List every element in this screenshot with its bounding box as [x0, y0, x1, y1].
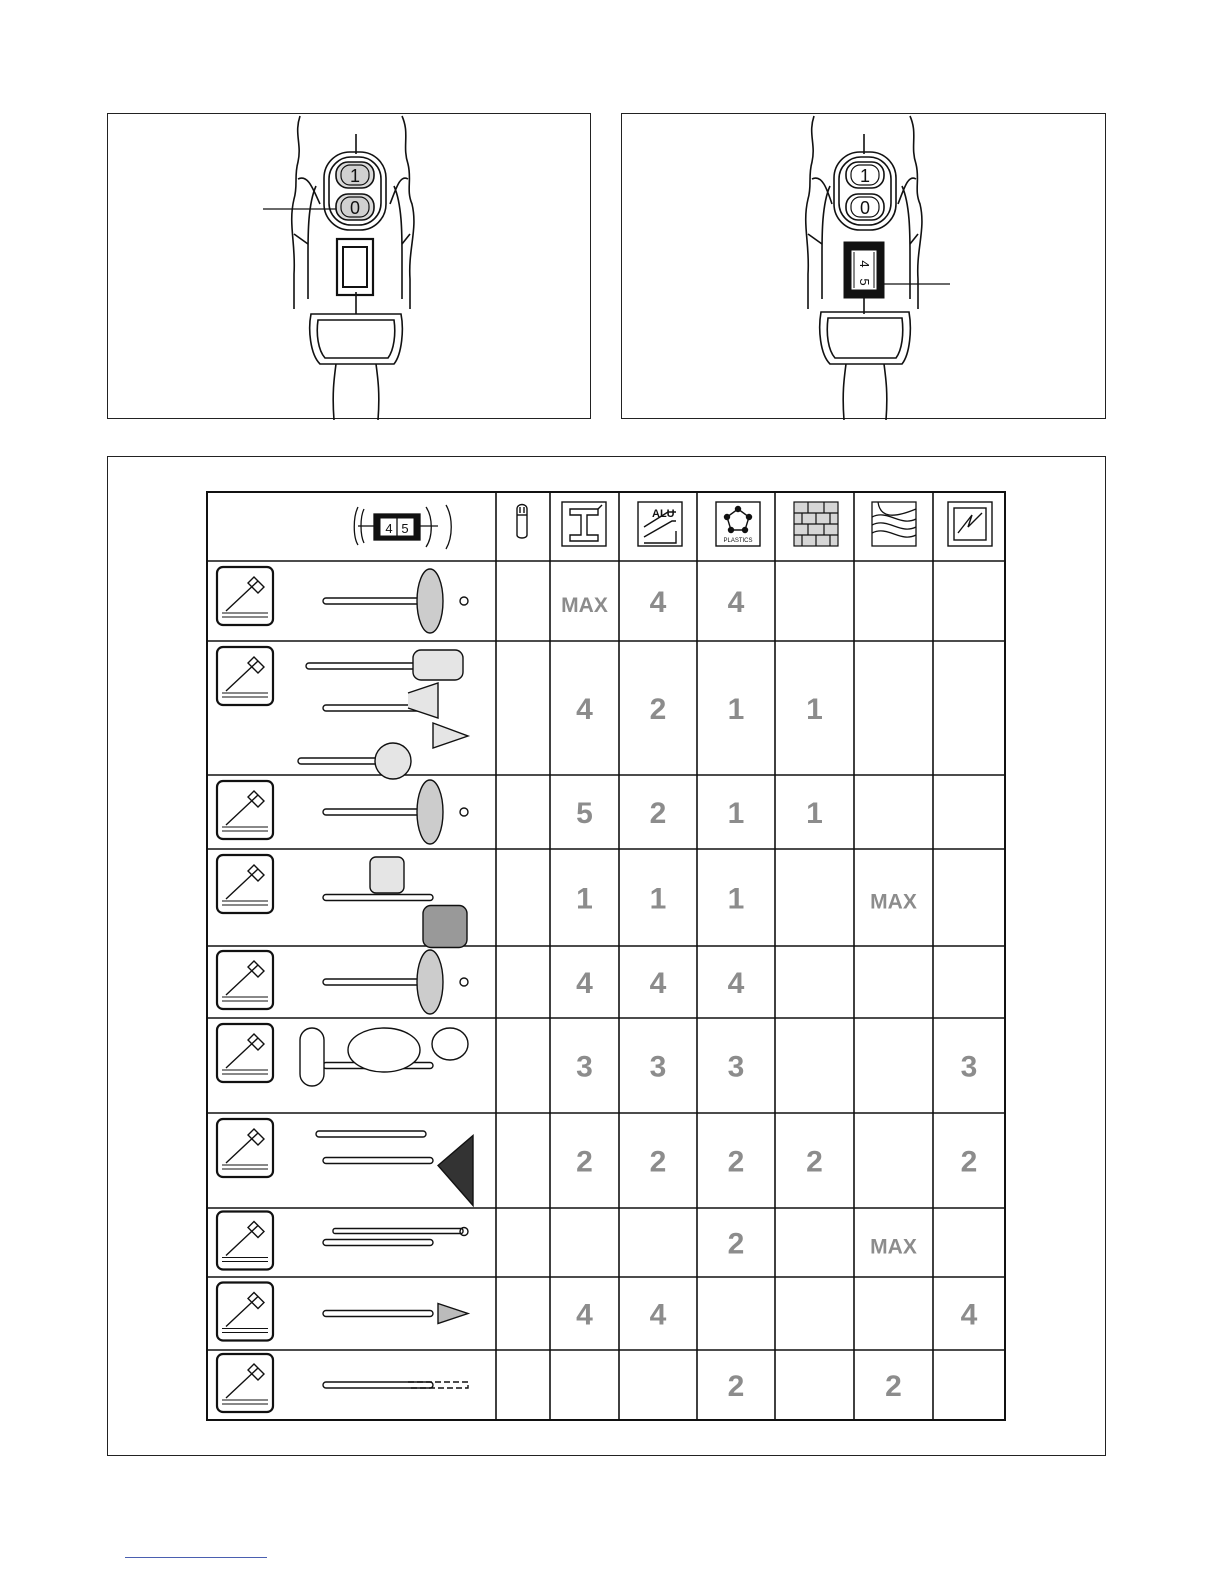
- header-speed-high: 5: [401, 521, 409, 536]
- accessory-illustrations: [217, 567, 473, 1412]
- application-icon-engraving-cone: [217, 1283, 273, 1341]
- speed-value-cell: 4: [727, 967, 745, 1000]
- figure-switch: [107, 113, 591, 419]
- speed-value-cell: 4: [727, 586, 745, 619]
- speed-value-cell: 2: [727, 1370, 745, 1403]
- glass-icon: [948, 502, 992, 546]
- application-icon-polishing: [217, 1024, 273, 1082]
- speed-table: [108, 457, 1107, 1457]
- accessory-grinding: [298, 650, 468, 779]
- speed-value-cell: 4: [960, 1298, 978, 1332]
- application-icon-cutting: [217, 567, 273, 625]
- speed-value-cell: 4: [649, 586, 667, 619]
- speed-low-label: 4: [857, 260, 872, 268]
- speed-value-cell: 2: [649, 797, 667, 830]
- speed-value-cell: 4: [576, 1298, 593, 1332]
- accessory-engraving: [323, 1228, 468, 1246]
- application-icon-cleaning: [217, 781, 273, 839]
- accessory-polishing: [300, 1028, 468, 1086]
- application-icon-sanding: [217, 855, 273, 913]
- speed-value-cell: 3: [960, 1050, 978, 1084]
- speed-value-cell: 2: [649, 1145, 667, 1179]
- speed-value-cell: 1: [727, 693, 745, 726]
- application-icon-drilling: [217, 1354, 273, 1412]
- speed-value-cell: 2: [649, 693, 667, 726]
- speed-value-cell: 4: [649, 1298, 667, 1332]
- speed-value-cell: 2: [576, 1145, 593, 1179]
- application-icon-grinding: [217, 647, 273, 705]
- speed-value-cell: 4: [576, 967, 593, 1000]
- collet-icon: [517, 505, 527, 539]
- aluminium-label: ALU: [652, 508, 675, 520]
- brick-icon: [794, 502, 838, 546]
- speed-value-cell: 3: [727, 1050, 745, 1084]
- plastics-label: PLASTICS: [723, 538, 753, 544]
- speed-value-cell: MAX: [870, 890, 917, 914]
- figure-speed-table: [107, 456, 1106, 1456]
- accessory-brushing: [316, 1131, 473, 1206]
- speed-value-cell: 4: [576, 693, 593, 726]
- speed-value-cell: 1: [649, 882, 667, 916]
- header-speed-low: 4: [385, 521, 393, 536]
- speed-value-cell: 2: [885, 1370, 902, 1403]
- accessory-engraving-cone: [323, 1304, 468, 1324]
- speed-value-cell: 1: [727, 882, 745, 916]
- speed-value-cell: 1: [806, 797, 823, 830]
- on-button[interactable]: [846, 162, 884, 188]
- application-icon-brushing: [217, 1119, 273, 1177]
- off-button[interactable]: [336, 194, 374, 220]
- off-button[interactable]: [846, 194, 884, 220]
- table-grid: [207, 492, 1005, 1420]
- off-label: 0: [859, 198, 871, 218]
- speed-value-cell: 1: [727, 797, 745, 830]
- on-button[interactable]: [336, 162, 374, 188]
- speed-value-cell: 1: [806, 693, 823, 726]
- speed-value-cell: 3: [576, 1050, 593, 1084]
- wood-icon: [872, 502, 916, 546]
- speed-value-cell: MAX: [870, 1235, 917, 1259]
- application-icon-cutting-wood: [217, 951, 273, 1009]
- accessory-cleaning: [323, 780, 468, 844]
- speed-value-cell: 4: [649, 967, 667, 1000]
- speed-value-cell: MAX: [561, 594, 608, 617]
- speed-value-cell: 5: [576, 797, 593, 830]
- speed-value-cell: 2: [960, 1145, 978, 1179]
- speed-value-cell: 2: [806, 1145, 823, 1179]
- footer-rule: [125, 1557, 267, 1558]
- speed-value-cell: 1: [576, 882, 593, 916]
- tool-switch-illustration: [108, 114, 592, 420]
- speed-value-cell: 3: [649, 1050, 667, 1084]
- figure-speed-dial: [621, 113, 1106, 419]
- on-label: 1: [349, 166, 361, 186]
- tool-speed-dial-illustration: [622, 114, 1107, 420]
- steel-beam-icon: [562, 502, 606, 546]
- accessory-drilling: [323, 1382, 468, 1388]
- accessory-sanding: [323, 857, 467, 948]
- speed-values: [561, 586, 977, 1403]
- speed-high-label: 5: [857, 278, 872, 286]
- application-icon-engraving: [217, 1212, 273, 1270]
- on-label: 1: [859, 166, 871, 186]
- speed-value-cell: 2: [727, 1227, 745, 1261]
- off-label: 0: [349, 198, 361, 218]
- speed-value-cell: 2: [727, 1145, 745, 1179]
- accessory-cutting: [323, 569, 468, 633]
- accessory-cutting-wood: [323, 950, 468, 1014]
